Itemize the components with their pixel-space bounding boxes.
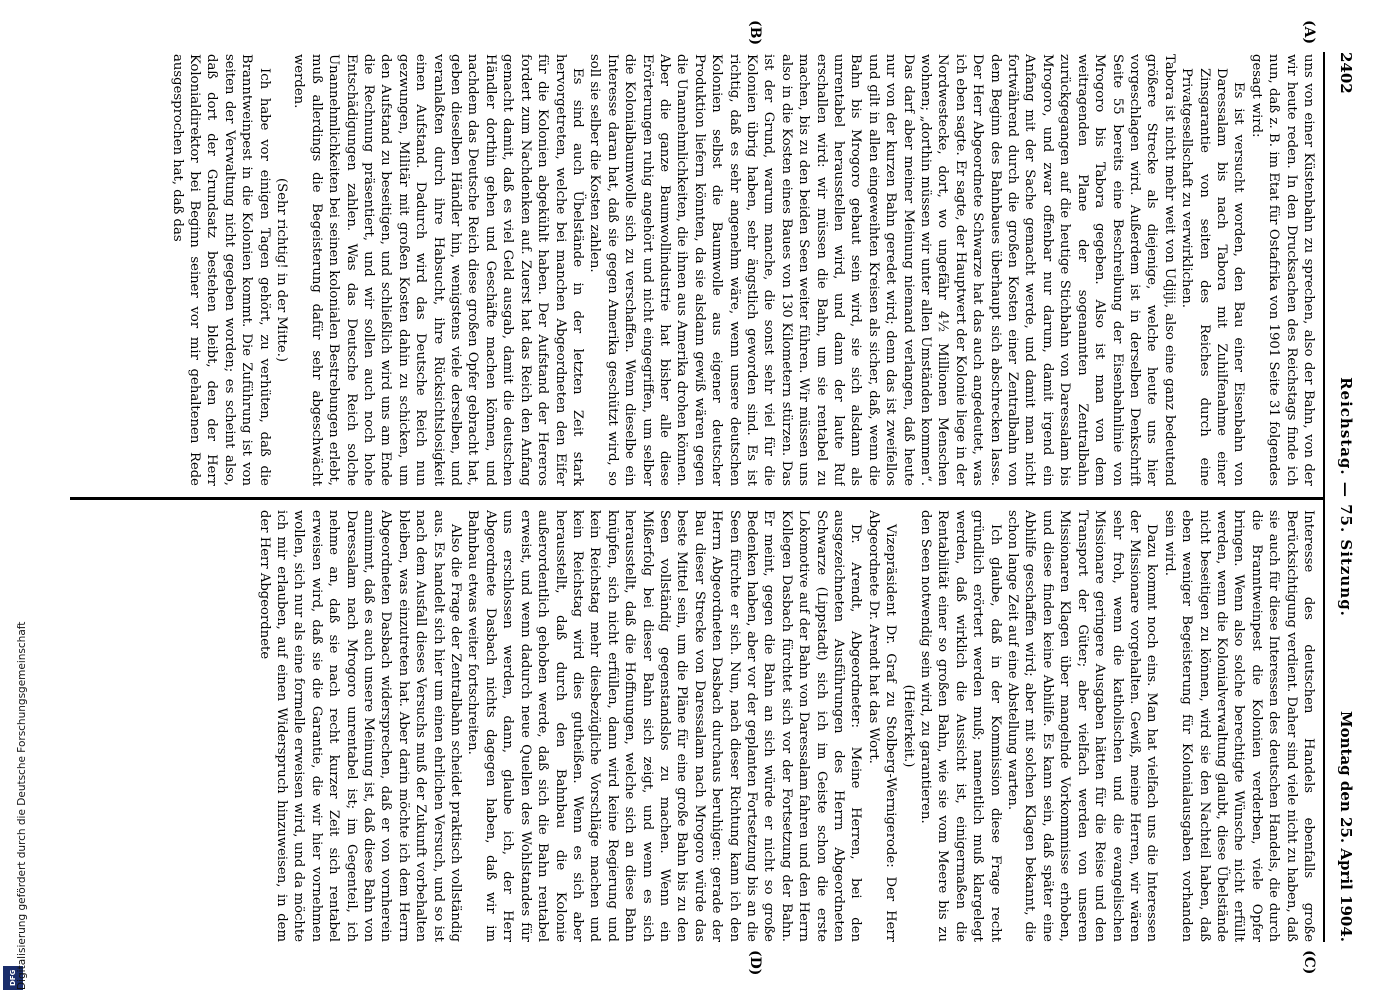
paragraph: Tabora ist nicht mehr weit von Udjiji, also eine ganz bedeutend größere Strecke als diejenige, welche heute uns hier vorgeschlagen wird. Außerdem ist in derselben Denkschrift Seite 55 bereits eine Beschreibung der Eisenbahnlinie von Mrogoro bis Tabora gegeben. Also ist man von dem weitragenden Plane der sogenannten Zentralbahn zurückgegangen auf die heutige Stichbahn von Daressalam bis Mrogoro, und zwar offenbar nur darum, damit irgend ein Anfang mit der Sache gemacht werde, und damit man nicht fortwährend durch die großen Kosten einer Zentralbahn von dem Beginn des Bahnbaues überhaupt sich abschrecken lasse. Der Herr Abgeordnete Schwarze hat das auch angedeutet, was ich eben sagte. Er sagte, der Hauptwert der Kolonie liege in der Nordwestecke, dort, wo ungefähr 4½ Millionen Menschen wohnen; „dorthin müssen wir unter allen Umständen kommen“. Das darf aber meiner Meinung niemand verlangen, daß heute nur von der kurzen Bahn geredet wird; denn das ist zweifellos und gilt in allen eingeweihten Kreisen als sicher, daß, wenn die Bahn bis Mrogoro gebaut sein wird, sie sich alsdann als unrentabel herausstellen wird, und dann der laute Ruf erschallen wird: wir müssen die Bahn, um sie rentabel zu machen, bis zu den beiden Seen weiter führen. Wir müssen uns also in die Kosten eines Baues von 130 Kilometern stürzen. Das ist der Grund, warum manche, die sonst sehr viel für die Kolonien übrig haben, sehr ängstlich geworden sind. Es ist richtig, daß es sehr angenehm wäre, wenn unsere deutschen Kolonien selbst die Baumwolle aus eigener deutscher Produktion liefern könnten, da sie alsdann gewiß wären gegen die Unannehmlichkeiten, die ihnen aus Amerika drohen können. Aber die ganze Baumwollindustrie hat bisher alle diese Erörterungen ruhig angehört und nicht eingegriffen, um selber die Kolonialbaumwolle sich zu verschaffen. Wenn dieselbe ein Interesse daran hat, daß sie gegen Amerika geschützt wird, so soll sie selber die Kosten zahlen.	[587, 54, 1177, 486]
right-column	[72, 510, 1317, 942]
paragraph: uns von einer Küstenbahn zu sprechen, also der Bahn, von der wir heute reden. In den Drucksachen des Reichstags finde ich nun, daß z. B. im Etat für Ostafrika von 1901 Seite 31 folgendes gesagt wird:	[1248, 54, 1316, 486]
president-statement: Vizepräsident Dr. Graf zu Stolberg-Wernigerode: Der Herr Abgeordnete Dr. Arendt hat das Wort.	[865, 510, 899, 942]
interjection: (Sehr richtig! in der Mitte.)	[274, 178, 290, 362]
left-column	[72, 54, 1317, 486]
margin-marker-a: (A)	[1301, 20, 1317, 45]
page-header	[1321, 52, 1355, 942]
credit-text: Digitalisierung gefördert durch die Deutsche Forschungsgemeinschaft	[16, 621, 28, 990]
paragraph: Es sind auch Übelstände in der letzten Zeit stark hervorgetreten, welche bei manchen Abgeordneten den Eifer für die Kolonien abgekühlt haben. Der Aufstand der Hereros fordert zum Nachdenken auf. Zuerst hat das Reich den Anfang gemacht damit, daß es viel Geld ausgab, damit die deutschen Händler dorthin gehen und Geschäfte machen können, und nachdem das Deutsche Reich diese großen Opfer gebracht hat, geben dieselben Händler hin, wenigstens viele derselben, und veranlaßten durch ihre Habsucht, ihre Rücksichtslosigkeit einen Aufstand. Dadurch wird das Deutsche Reich nun gezwungen, Militär mit großen Kosten dahin zu schicken, um den Aufstand zu beseitigen, und schließlich wird uns am Ende die Rechnung präsentiert, und wir sollen auch noch hohe Entschädigungen zahlen. Was das Deutsche Reich solche Unannehmlichkeiten bei seinen kolonialen Bestrebungen erlebt, muß allerdings die Begeisterung dafür sehr abgeschwächt werden.	[291, 54, 585, 486]
speech-paragraph: Also die Frage der Zentralbahn scheidet praktisch vollständig aus. Es handelt sich hier um einen ehrlichen Versuch, und so ist nach dem Ausfall dieses Versuchs muß der Zukunft vorbehalten bleiben, was einzutreten hat. Aber darin möchte ich dem Herrn Abgeordneten Dasbach widersprechen, daß er von vornherein annimmt, daß es auch unsere Meinung ist, daß diese Bahn von Daressalam nach Mrogoro unrentabel ist; im Gegenteil, ich nehme an, daß sie nach recht kurzer Zeit sich rentabel erweisen wird, daß sie die Garantie, die wir hier vornehmen wollen, sich nur als eine formelle erweisen wird, und da möchte ich mir erlauben, auf einen Widerspruch hinzuweisen, in dem der Herr Abgeordnete	[256, 510, 464, 942]
paragraph: Dazu kommt noch eins. Man hat vielfach uns die Interessen der Missionare vorgehalten. Gewiß, meine Herren, wir wären sehr froh, wenn die katholischen und die evangelischen Missionare geringere Ausgaben hätten für die Reise und den Transport der Güter; aber vielfach werden von unseren Missionaren Klagen über mangelnde Vorkommnisse erhoben, und diese finden keine Abhilfe. Es kann sein, daß später eine Abhilfe geschaffen wird; aber mit solchen Klagen bekannt, die schon lange Zeit auf eine Abstellung warten.	[1005, 510, 1160, 942]
paragraph: Interesse des deutschen Handels ebenfalls große Berücksichtigung verdient. Daher sind viele nicht zu haben, daß sie auch für diese Interessen des deutschen Handels, die durch die Branntweinpest die Kolonien verderben, viele Opfer bringen. Wenn also solche berechtigte Wünsche nicht erfüllt werden, wenn die Kolonialverwaltung glaubt, diese Übelstände nicht beseitigen zu können, wird sie den Nachteil haben, daß eben weniger Begeisterung für Kolonialausgaben vorhanden sein wird.	[1161, 510, 1316, 942]
quote-paragraph: Es ist versucht worden, den Bau einer Eisenbahn von Daressalam bis nach Tabora mit Zuhilfenahme einer Zinsgarantie von seiten des Reiches durch eine Privatgesellschaft zu verwirklichen.	[1179, 68, 1247, 486]
margin-marker-c: (C)	[1301, 950, 1317, 975]
header-date: Montag den 25. April 1904.	[1337, 711, 1355, 942]
paragraph: Ich habe vor einigen Tagen gehört, zu verhüten, daß die Branntweinpest in die Kolonien kommt. Die Zuführung ist von seiten der Verwaltung nicht gegeben worden; es scheint also, daß dort der Grundsatz bestehen bleibt, den der Herr Kolonialdirektor bei Beginn seiner vor mir gehaltenen Rede ausgesprochen hat, daß das	[169, 54, 272, 486]
paragraph: Ich glaube, daß in der Kommission diese Frage recht gründlich erörtert werden muß; namentlich muß klargelegt werden, daß wirklich die Aussicht ist, einigermaßen die Rentabilität einer so großen Bahn, wie sie vom Meere bis zu den Seen notwendig sein wird, zu garantieren.	[918, 510, 1003, 942]
header-title: Reichstag. — 75. Sitzung.	[1337, 377, 1355, 617]
margin-marker-b: (B)	[747, 20, 763, 46]
interjection: (Heiterkeit.)	[900, 684, 916, 768]
column-divider	[70, 497, 1325, 500]
digitization-credit	[0, 0, 28, 1000]
dfg-logo: DFG	[3, 966, 23, 990]
margin-marker-d: (D)	[747, 950, 763, 976]
page-number: 2402	[1337, 52, 1355, 94]
speech-paragraph: Dr. Arendt, Abgeordneter: Meine Herren, bei den ausgezeichneten Ausführungen des Herrn Abgeordneten Schwarze (Lippstadt) sich ich im Geiste schon die erste Lokomotive auf der Bahn von Daressalam fahren und den Herrn Kollegen Dasbach fürchtet sich vor der Fortsetzung der Bahn. Er meint, gegen die Bahn an sich würde er nicht so große Bedenken haben, aber vor der geplanten Fortsetzung bis an die Seen fürchte er sich. Nun, nach dieser Richtung kann ich den Herrn Abgeordneten Dasbach durchaus beruhigen: gerade der Bau dieser Strecke von Daressalam nach Mrogoro würde das beste Mittel sein, um die Pläne für eine große Bahn bis zu den Seen vollständig gegenstandslos zu machen. Wenn ein Mißerfolg bei dieser Bahn sich zeigt, und wenn es sich herausstellt, daß die Hoffnungen, welche sich an diese Bahn knüpfen, sich nicht erfüllen, dann wird keine Regierung und kein Reichstag mehr diesbezügliche Vorschläge machen und kein Reichstag wird dies gutheißen. Wenn es sich aber herausstellt, daß durch den Bahnbau die Kolonie außerordentlich gehoben werde, daß sich die Bahn rentabel erweist, und wenn dadurch neue Quellen des Wohlstandes für uns erschlossen werden, dann, glaube ich, der Herr Abgeordnete Dasbach nichts dagegen haben, daß wir im Bahnbau etwas weiter fortschreiten.	[465, 510, 864, 942]
